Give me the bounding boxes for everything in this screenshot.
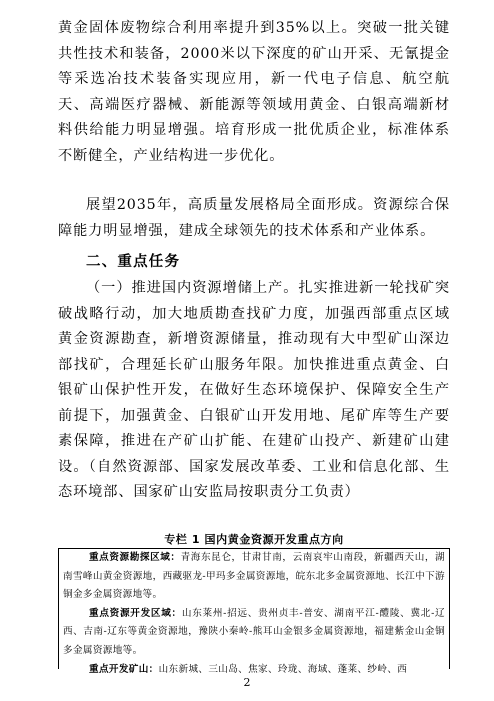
box-item-text: 青海东昆仑，甘肃甘南，云南哀牢山南段，新疆西天山，湖南雪峰山黄金资源地，西藏驱龙-甲玛多金属资源地，皖东北多金属资源地、长江中下游铜金多金属资源地等。: [63, 552, 445, 601]
box-item-text: 山东莱州-招远、贵州贞丰-普安、湖南平江-醴陵、冀北-辽西、吉南-辽东等黄金资源地，豫陕小秦岭-熊耳山金银多金属资源地，福建紫金山金铜多金属资源地等。: [63, 607, 446, 656]
body-paragraph-outlook-2035: 展望2035年，高质量发展格局全面形成。资源综合保障能力明显增强，建成全球领先的技术体系和产业体系。: [58, 197, 450, 239]
box-item-exploration-areas: [59, 549, 449, 605]
box-item-label: 重点资源勘探区域：: [89, 552, 181, 563]
box-item-development-areas: [59, 605, 449, 661]
box-title: 专栏 1 国内黄金资源开发重点方向: [164, 533, 344, 546]
info-box-column-1: [58, 548, 450, 675]
section-heading-key-tasks: 二、重点任务: [86, 254, 181, 270]
body-paragraph-goals: 黄金固体废物综合利用率提升到35%以上。突破一批关键共性技术和装备，2000米以下深度的矿山开采、无氰提金等采选冶技术装备实现应用，新一代电子信息、航空航天、高端医疗器械、新能源等领域用黄金、白银高端新材料供给能力明显增强。培育形成一批优质企业，标准体系不断健全，产业结构进一步优化。: [58, 20, 450, 164]
box-item-label: 重点开发矿山：: [89, 663, 159, 675]
page-number: 2: [243, 676, 251, 689]
box-item-label: 重点资源开发区域：: [89, 607, 182, 619]
box-item-text: 山东新城、三山岛、焦家、玲珑、海域、蓬莱、纱岭、西: [158, 663, 408, 675]
body-paragraph-domestic-resources: （一）推进国内资源增储上产。扎实推进新一轮找矿突破战略行动，加大地质勘查找矿力度，加强西部重点区域黄金资源勘查，新增资源储量，推动现有大中型矿山深边部找矿，合理延长矿山服务年限。加快推进重点黄金、白银矿山保护性开发，在做好生态环境保护、保障安全生产前提下，加强黄金、白银矿山开发用地、尾矿库等生产要素保障，推进在产矿山扩能、在建矿山投产、新建矿山建设。（自然资源部、国家发展改革委、工业和信息化部、生态环境部、国家矿山安监局按职责分工负责）: [58, 280, 450, 500]
